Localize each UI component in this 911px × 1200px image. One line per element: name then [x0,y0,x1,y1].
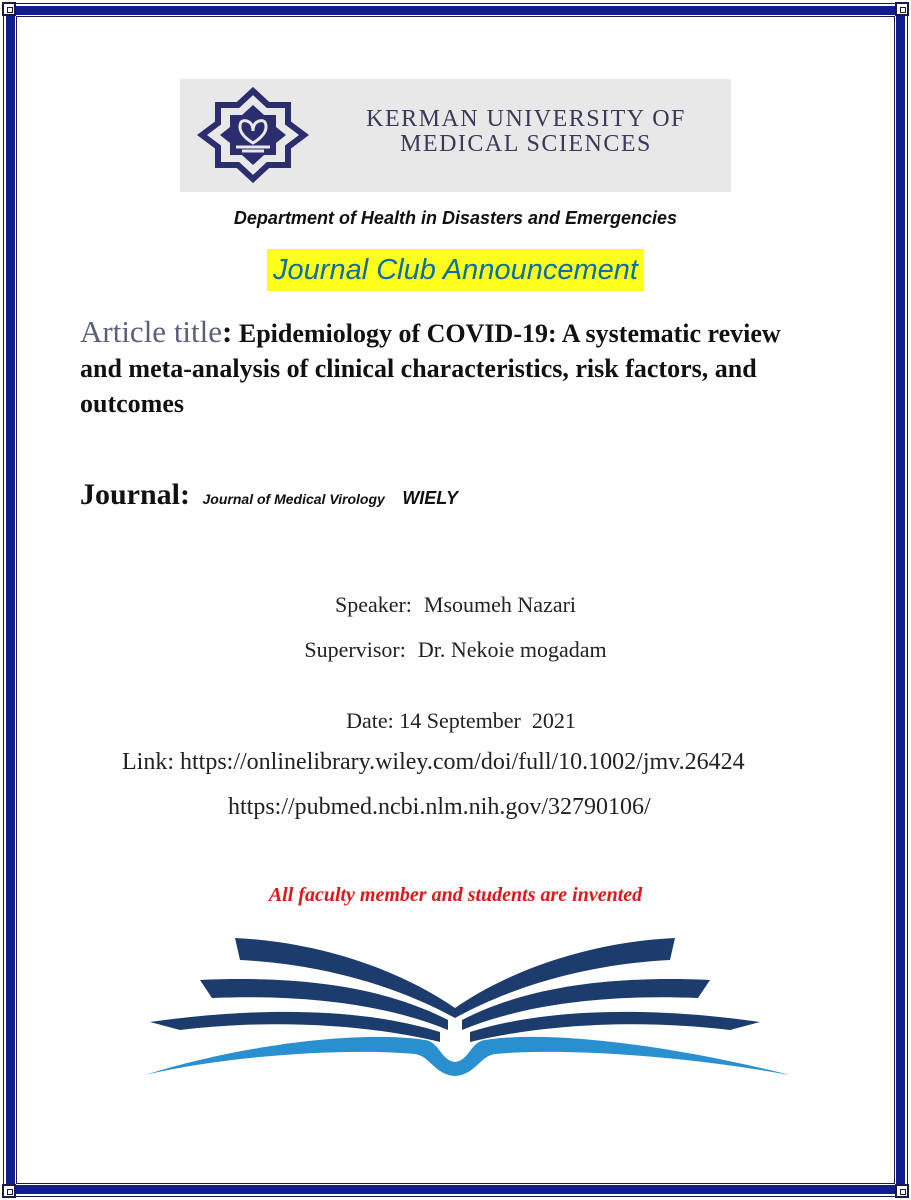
date-line [0,682,911,734]
speaker-line [0,592,911,618]
journal-name: Journal of Medical Virology [202,491,385,507]
link-line [122,749,745,776]
article-title: Epidemiology of COVID-19: A systematic review and meta-analysis of clinical characteristics, risk factors, and outcomes [80,319,781,418]
university-name [326,107,726,157]
corner-ornament [895,1184,909,1198]
wiley-link[interactable]: https://onlinelibrary.wiley.com/doi/full/10.1002/jmv.26424 [180,749,745,775]
invitation-text: All faculty member and students are invented [268,884,643,906]
journal-block [80,478,458,512]
supervisor-name: Dr. Nekoie mogadam [417,637,607,662]
university-name-line2: MEDICAL SCIENCES [400,131,652,157]
announcement-heading: Journal Club Announcement [267,249,644,291]
speaker-label: Speaker: [334,592,412,617]
date-value: 14 September 2021 [399,708,576,733]
university-logo [180,79,731,192]
article-title-block [80,314,820,421]
article-title-colon: : [222,314,233,349]
date-label: Date: [346,708,394,733]
speaker-name: Msoumeh Nazari [423,592,577,617]
corner-ornament [2,1184,16,1198]
corner-ornament [2,2,16,16]
open-book-icon [140,930,800,1080]
journal-publisher: WIELY [402,488,458,508]
supervisor-line [0,637,911,663]
link-label: Link: [122,749,174,775]
article-title-label: Article title [80,314,223,349]
university-emblem-icon [184,85,322,185]
supervisor-label: Supervisor: [304,637,406,662]
corner-ornament [895,2,909,16]
journal-label: Journal: [80,478,191,511]
department-name: Department of Health in Disasters and Emergencies [233,208,678,228]
university-name-line1: KERMAN UNIVERSITY OF [366,106,686,132]
pubmed-link[interactable]: https://pubmed.ncbi.nlm.nih.gov/32790106/ [228,794,651,820]
